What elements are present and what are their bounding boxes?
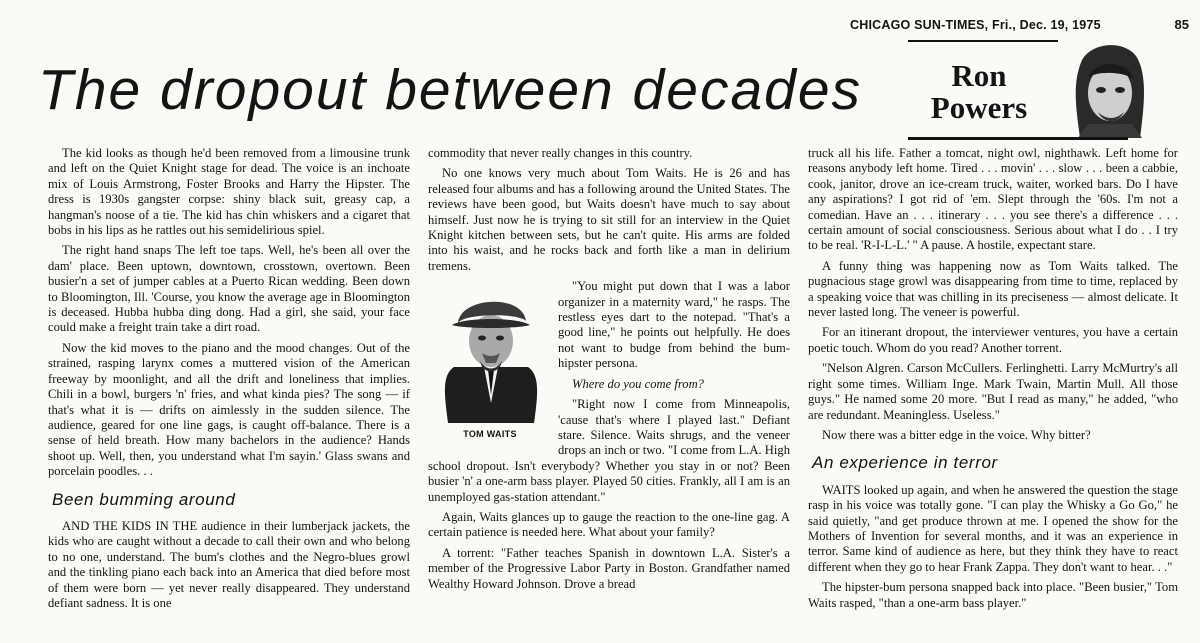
article-column-2 [428,146,790,597]
columnist-byline [908,40,1158,140]
article-column-3 [808,146,1178,616]
paragraph: The hipster-bum persona snapped back into place. "Been busier," Tom Waits rasped, "than a one-arm bass player." [808,580,1178,610]
paragraph: Now there was a bitter edge in the voice. Why bitter? [822,427,1091,442]
paragraph: AND THE KIDS IN THE audience in their lumberjack jackets, the kids who are caught without a decade to call their own and who belong to no one, understand. The bum's clothes and the Negro-blues growl and the tinkling piano each back into an America that died before most of them were born — yet never really disappeared. They understand defiant sadness. It is one [48,518,410,610]
masthead [850,14,1195,38]
paragraph: "Nelson Algren. Carson McCullers. Ferlinghetti. Larry McMurtry's all right some times. William Inge. Mark Twain, Martin Mull. All those guys." He named some 20 more. "But I read as many," he added, "who are redundant. Meaningless. Useless." [808,361,1178,422]
question-text: Where do you come from? [572,376,704,391]
columnist-portrait [1058,38,1158,138]
paragraph: truck all his life. Father a tomcat, night owl, nighthawk. Left home for reasons anybody left home. Tired . . . movin' . . . slow . . . been a cabbie, cook, janitor, drove an ice-cream truck, waiter, worked bars. Do I have any aspirations? I got rid of 'em. Slept through the '60s. I'm not a comedian. Have an . . . itinerary . . . you see there's a difference . . . certain amount of social consciousness. Serious about what I do . . I try to be real. 'R-I-L-L.' " A pause. A hostile, expectant stare. [808,146,1178,253]
paragraph: Again, Waits glances up to gauge the reaction to the one-line gag. A certain patience is needed here. What about your family? [428,509,790,540]
subheading: Been bumming around [52,489,236,509]
paragraph: A torrent: "Father teaches Spanish in downtown L.A. Sister's a member of the Progressive Labor Party in Boston. Grandfather named Wealthy Howard Johnson. Drove a bread [428,545,790,591]
paragraph: For an itinerant dropout, the interviewer ventures, you have a certain poetic touch. Whom do you read? Another torrent. [808,325,1178,355]
newspaper-dateline: CHICAGO SUN-TIMES, Fri., Dec. 19, 1975 [850,18,1101,32]
paragraph: WAITS looked up again, and when he answered the question the stage rasp in his voice was totally gone. "I can play the Whisky a Go Go," he said quietly, "and get produce thrown at me. I opened the show for the Mothers of Invention for several months, and it was an experience in terror. Same kind of audience as here, but they think they have to react different when they go to hear Frank Zappa. They don't want to hear. . ." [808,482,1178,574]
paragraph: "You might put down that I was a labor organizer in a maternity ward," he rasps. The restless eyes dart to the notepad. "That's a good line," he points out helpfully. He does not want to budge from behind the bum-hipster persona. [558,279,790,371]
paragraph: A funny thing was happening now as Tom Waits talked. The pugnacious stage growl was disappearing from time to time, replaced by a speaking voice that was chilling in its preciseness — almost delicate. It never lasted long. The veneer is powerful. [808,258,1178,320]
columnist-last-name: Powers [930,89,1028,125]
article-column-1 [48,146,410,616]
paragraph: No one knows very much about Tom Waits. He is 26 and has released four albums and has a following around the United States. The reviews have been good, but Waits doesn't have much to say about himself. Just now he is trying to sit still for an interview in the Quiet Knight kitchen between sets, but he can't quite. His arms are folded into his waist, and he rocks back and forth like a man in delirium tremens. [428,166,790,273]
photo-figure [428,283,552,442]
headline: The dropout between decades [38,58,863,122]
paragraph: "Right now I come from Minneapolis, 'cause that's where I played last." Defiant stare. Silence. Waits shrugs, and the veneer drops an inch or two. "I come from L.A. High school dropout. Isn't everybody? Whether you stay in or not? Been busier 'n' a one-arm bass player. Played 50 cities. Frankly, all I am is an unemployed gas-station attendant." [428,397,790,504]
byline-rule-bottom [908,137,1128,140]
paragraph: The right hand snaps The left toe taps. Well, he's been all over the dam' place. Been uptown, downtown, crosstown, overtown. Been busier'n a set of jumper cables at a Puerto Rican wedding. Been down to Bloomington, Ill. 'Course, you know the average age in Bloomington is deceased. Hubba hubba ding dong. Had a girl, she said, your face could make a freight train take a dirt road. [48,243,410,335]
paragraph: commodity that never really changes in this country. [428,146,693,160]
subheading: An experience in terror [812,453,998,473]
page-number: 85 [1174,17,1189,32]
paragraph: Now the kid moves to the piano and the mood changes. Out of the strained, rasping larynx comes a muttered vision of the American freeway by moonlight, and all the drift and loneliness that implies. Chili in a bowl, burgers 'n' fries, and what kinda pies? The song — if that's what it is — drifts on aimlessly in the sudden silence. The audience, geared for one line gags, is caught off-balance. There is a sense of held breath. How many bachelors in the audience? Hands shoot up. Well, then, you understand what I'm sayin.' Glass swans and porcelain poodles. . . [48,340,410,479]
columnist-first-name: Ron [951,58,1007,93]
columnist-name [914,60,1044,123]
photo-caption: TOM WAITS [463,429,517,440]
tom-waits-photo [434,283,548,423]
paragraph: The kid looks as though he'd been removed from a limousine trunk and left on the Quiet Knight stage for dead. The voice is an inchoate mix of Louis Armstrong, Foster Brooks and Harry the Hipster. The dress is 1930s gangster corpse: shiny black suit, greasy cap, a hangman's noose of a tie. The kid has chin whiskers and a cigaret that bobs in his lips as he rattles out his semidelirious spiel. [48,146,410,238]
